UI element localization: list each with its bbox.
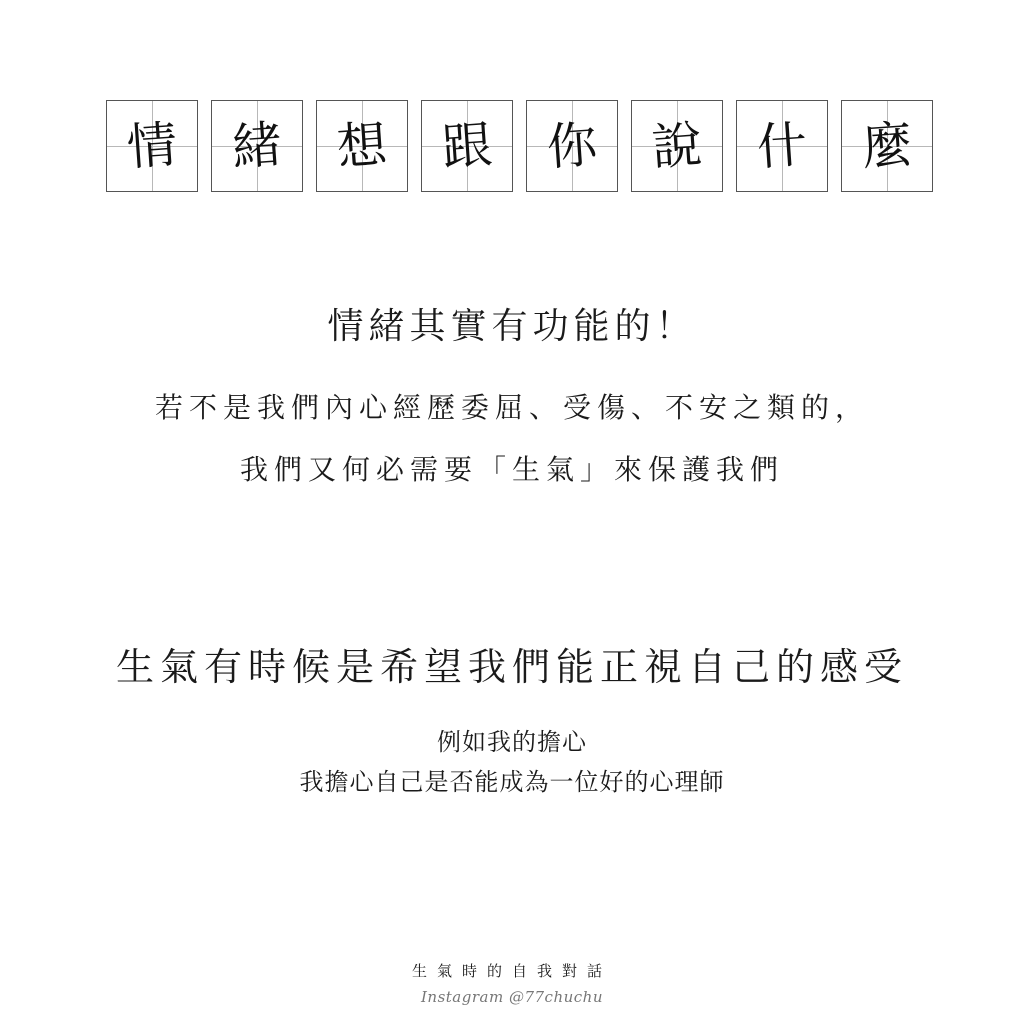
title-char: 情	[125, 115, 179, 177]
title-char-box	[211, 100, 303, 192]
title-char: 想	[335, 115, 389, 177]
title-grid	[106, 100, 933, 192]
title-char-box	[421, 100, 513, 192]
title-char: 什	[755, 115, 809, 177]
title-char: 說	[650, 115, 704, 177]
title-char-box	[316, 100, 408, 192]
section2-line1: 例如我的擔心	[437, 728, 587, 756]
title-char-box	[526, 100, 618, 192]
title-char-box	[106, 100, 198, 192]
title-char: 緒	[230, 115, 284, 177]
section2-heading: 生氣有時候是希望我們能正視自己的感受	[115, 645, 908, 689]
title-char: 跟	[440, 115, 494, 177]
instagram-handle: Instagram @77chuchu	[421, 988, 603, 1006]
title-char-box	[841, 100, 933, 192]
title-char: 你	[545, 115, 599, 177]
section1-line1: 若不是我們內心經歷委屈、受傷、不安之類的，	[154, 391, 869, 424]
title-char-box	[631, 100, 723, 192]
section1-line2: 我們又何必需要「生氣」來保護我們	[239, 453, 784, 486]
title-char: 麼	[860, 115, 914, 177]
title-char-box	[736, 100, 828, 192]
series-title: 生氣時的自我對話	[411, 962, 612, 980]
section2-line2: 我擔心自己是否能成為一位好的心理師	[299, 768, 725, 796]
section1-heading: 情緒其實有功能的！	[327, 306, 697, 347]
